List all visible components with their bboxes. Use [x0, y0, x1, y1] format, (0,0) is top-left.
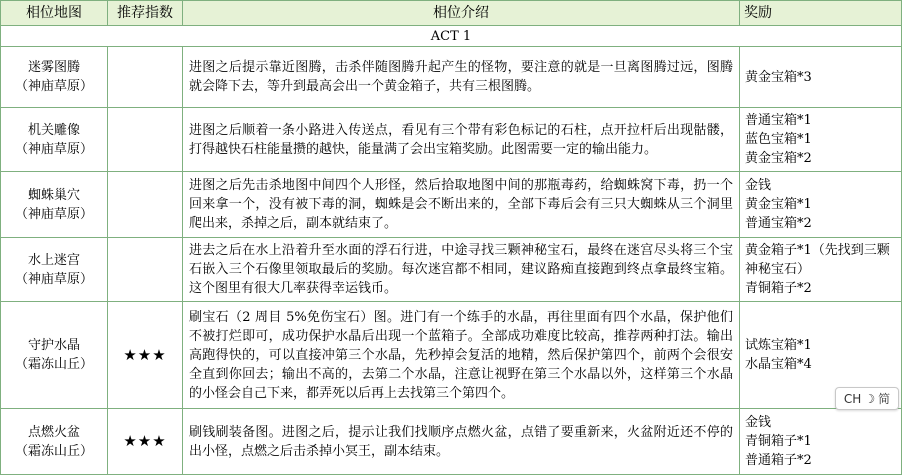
reward-item: 青铜箱子*2 — [745, 281, 812, 296]
location-region: （神庙草原） — [14, 141, 93, 157]
reward-cell — [740, 409, 902, 475]
reward-cell — [740, 172, 902, 238]
intro-cell: 进图之后先击杀地图中间四个人形怪，然后拾取地图中间的那瓶毒药，给蜘蛛窝下毒，扔一个回来拿一个，没有被下毒的洞，蜘蛛是会不断出来的，全部下毒后会有三只大蜘蛛从三个洞里爬出来，杀掉之后，副本就结束了。 — [183, 172, 740, 238]
location-cell — [1, 238, 108, 302]
reward-item: 试炼宝箱*1 — [745, 338, 812, 353]
header-intro: 相位介绍 — [183, 1, 740, 26]
act-row — [1, 26, 902, 47]
location-region: （神庙草原） — [14, 79, 93, 94]
reward-cell — [740, 238, 902, 302]
intro-cell: 进图之后提示靠近图腾，击杀伴随图腾升起产生的怪物，要注意的就是一旦离图腾过远，图腾就会降下去，等升到最高会出一个黄金箱子，共有三根图腾。 — [183, 47, 740, 108]
location-region: （神庙草原） — [14, 206, 93, 222]
table-row — [1, 108, 902, 172]
reward-item: 黄金宝箱*3 — [745, 69, 812, 85]
header-recommend: 推荐指数 — [108, 1, 183, 26]
header-reward: 奖励 — [740, 1, 902, 26]
table-row — [1, 238, 902, 302]
act-label: ACT 1 — [1, 26, 902, 47]
location-name: 蜘蛛巢穴 — [27, 187, 80, 203]
table-row — [1, 172, 902, 238]
moon-icon: ☽ — [864, 391, 876, 406]
ime-indicator[interactable] — [835, 387, 899, 410]
header-location: 相位地图 — [1, 1, 108, 26]
location-cell — [1, 108, 108, 172]
intro-cell: 进去之后在水上沿着升至水面的浮石行进，中途寻找三颗神秘宝石，最终在迷宫尽头将三个宝石嵌入三个石像里领取最后的奖励。每次迷宫都不相同，建议路痴直接跑到终点拿最终宝箱。这个图里有很大几率获得幸运钱币。 — [183, 238, 740, 302]
location-cell — [1, 409, 108, 475]
recommend-cell — [108, 238, 183, 302]
ime-mode: 简 — [878, 392, 891, 406]
intro-cell: 进图之后顺着一条小路进入传送点，看见有三个带有彩色标记的石柱，点开拉杆后出现骷髅，打得越快石柱能量攒的越快，能量满了会出宝箱奖励。此图需要一定的输出能力。 — [183, 108, 740, 172]
location-region: （神庙草原） — [14, 271, 93, 287]
location-region: （霜冻山丘） — [14, 357, 93, 372]
recommend-cell — [108, 47, 183, 108]
location-cell — [1, 302, 108, 409]
location-name: 点燃火盆 — [27, 424, 80, 440]
recommend-cell — [108, 172, 183, 238]
reward-item: 金钱 — [745, 178, 772, 193]
reward-item: 水晶宝箱*4 — [745, 357, 812, 372]
reward-item: 黄金宝箱*1 — [745, 197, 812, 212]
reward-item: 黄金宝箱*2 — [745, 151, 812, 166]
reward-cell — [740, 47, 902, 108]
location-name: 守护水晶 — [27, 338, 80, 353]
table-row — [1, 47, 902, 108]
reward-item: 蓝色宝箱*1 — [745, 132, 812, 147]
location-name: 水上迷宫 — [27, 252, 80, 268]
recommend-stars: ★★★ — [108, 409, 183, 475]
reward-item: 金钱 — [745, 415, 772, 430]
intro-cell: 刷宝石（2 周目 5%免伤宝石）图。进门有一个练手的水晶，再往里面有四个水晶，保护他们不被打烂即可，成功保护水晶后出现一个蓝箱子。全部成功难度比较高，推荐两种打法。输出高跑得快的，可以直接冲第三个水晶，先秒掉会复活的地精，然后保护第四个，前两个会很安全直到你回去；输出不高的，去第二个水晶，注意让视野在第三个水晶以外，这样第三个水晶的小怪会自己下来，都弄死以后再上去找第三个第四个。 — [183, 302, 740, 409]
reward-item: 普通宝箱*1 — [745, 113, 812, 128]
ime-language: CH — [843, 391, 862, 406]
reward-item: 青铜箱子*1 — [745, 434, 812, 449]
recommend-stars: ★★★ — [108, 302, 183, 409]
location-region: （霜冻山丘） — [14, 443, 93, 459]
location-cell — [1, 47, 108, 108]
reward-item: 普通箱子*2 — [745, 453, 812, 468]
reward-item: 黄金箱子*1（先找到三颗神秘宝石） — [745, 243, 890, 277]
intro-cell: 刷钱刷装备图。进图之后，提示让我们找顺序点燃火盆，点错了要重新来，火盆附近还不停的出小怪，点燃之后击杀掉小冥王，副本结束。 — [183, 409, 740, 475]
table-row — [1, 302, 902, 409]
table-row — [1, 409, 902, 475]
header-row — [1, 1, 902, 26]
reward-item: 普通宝箱*2 — [745, 216, 812, 231]
location-name: 迷雾图腾 — [27, 60, 80, 75]
reward-cell — [740, 108, 902, 172]
recommend-cell — [108, 108, 183, 172]
location-name: 机关雕像 — [27, 122, 80, 138]
location-cell — [1, 172, 108, 238]
